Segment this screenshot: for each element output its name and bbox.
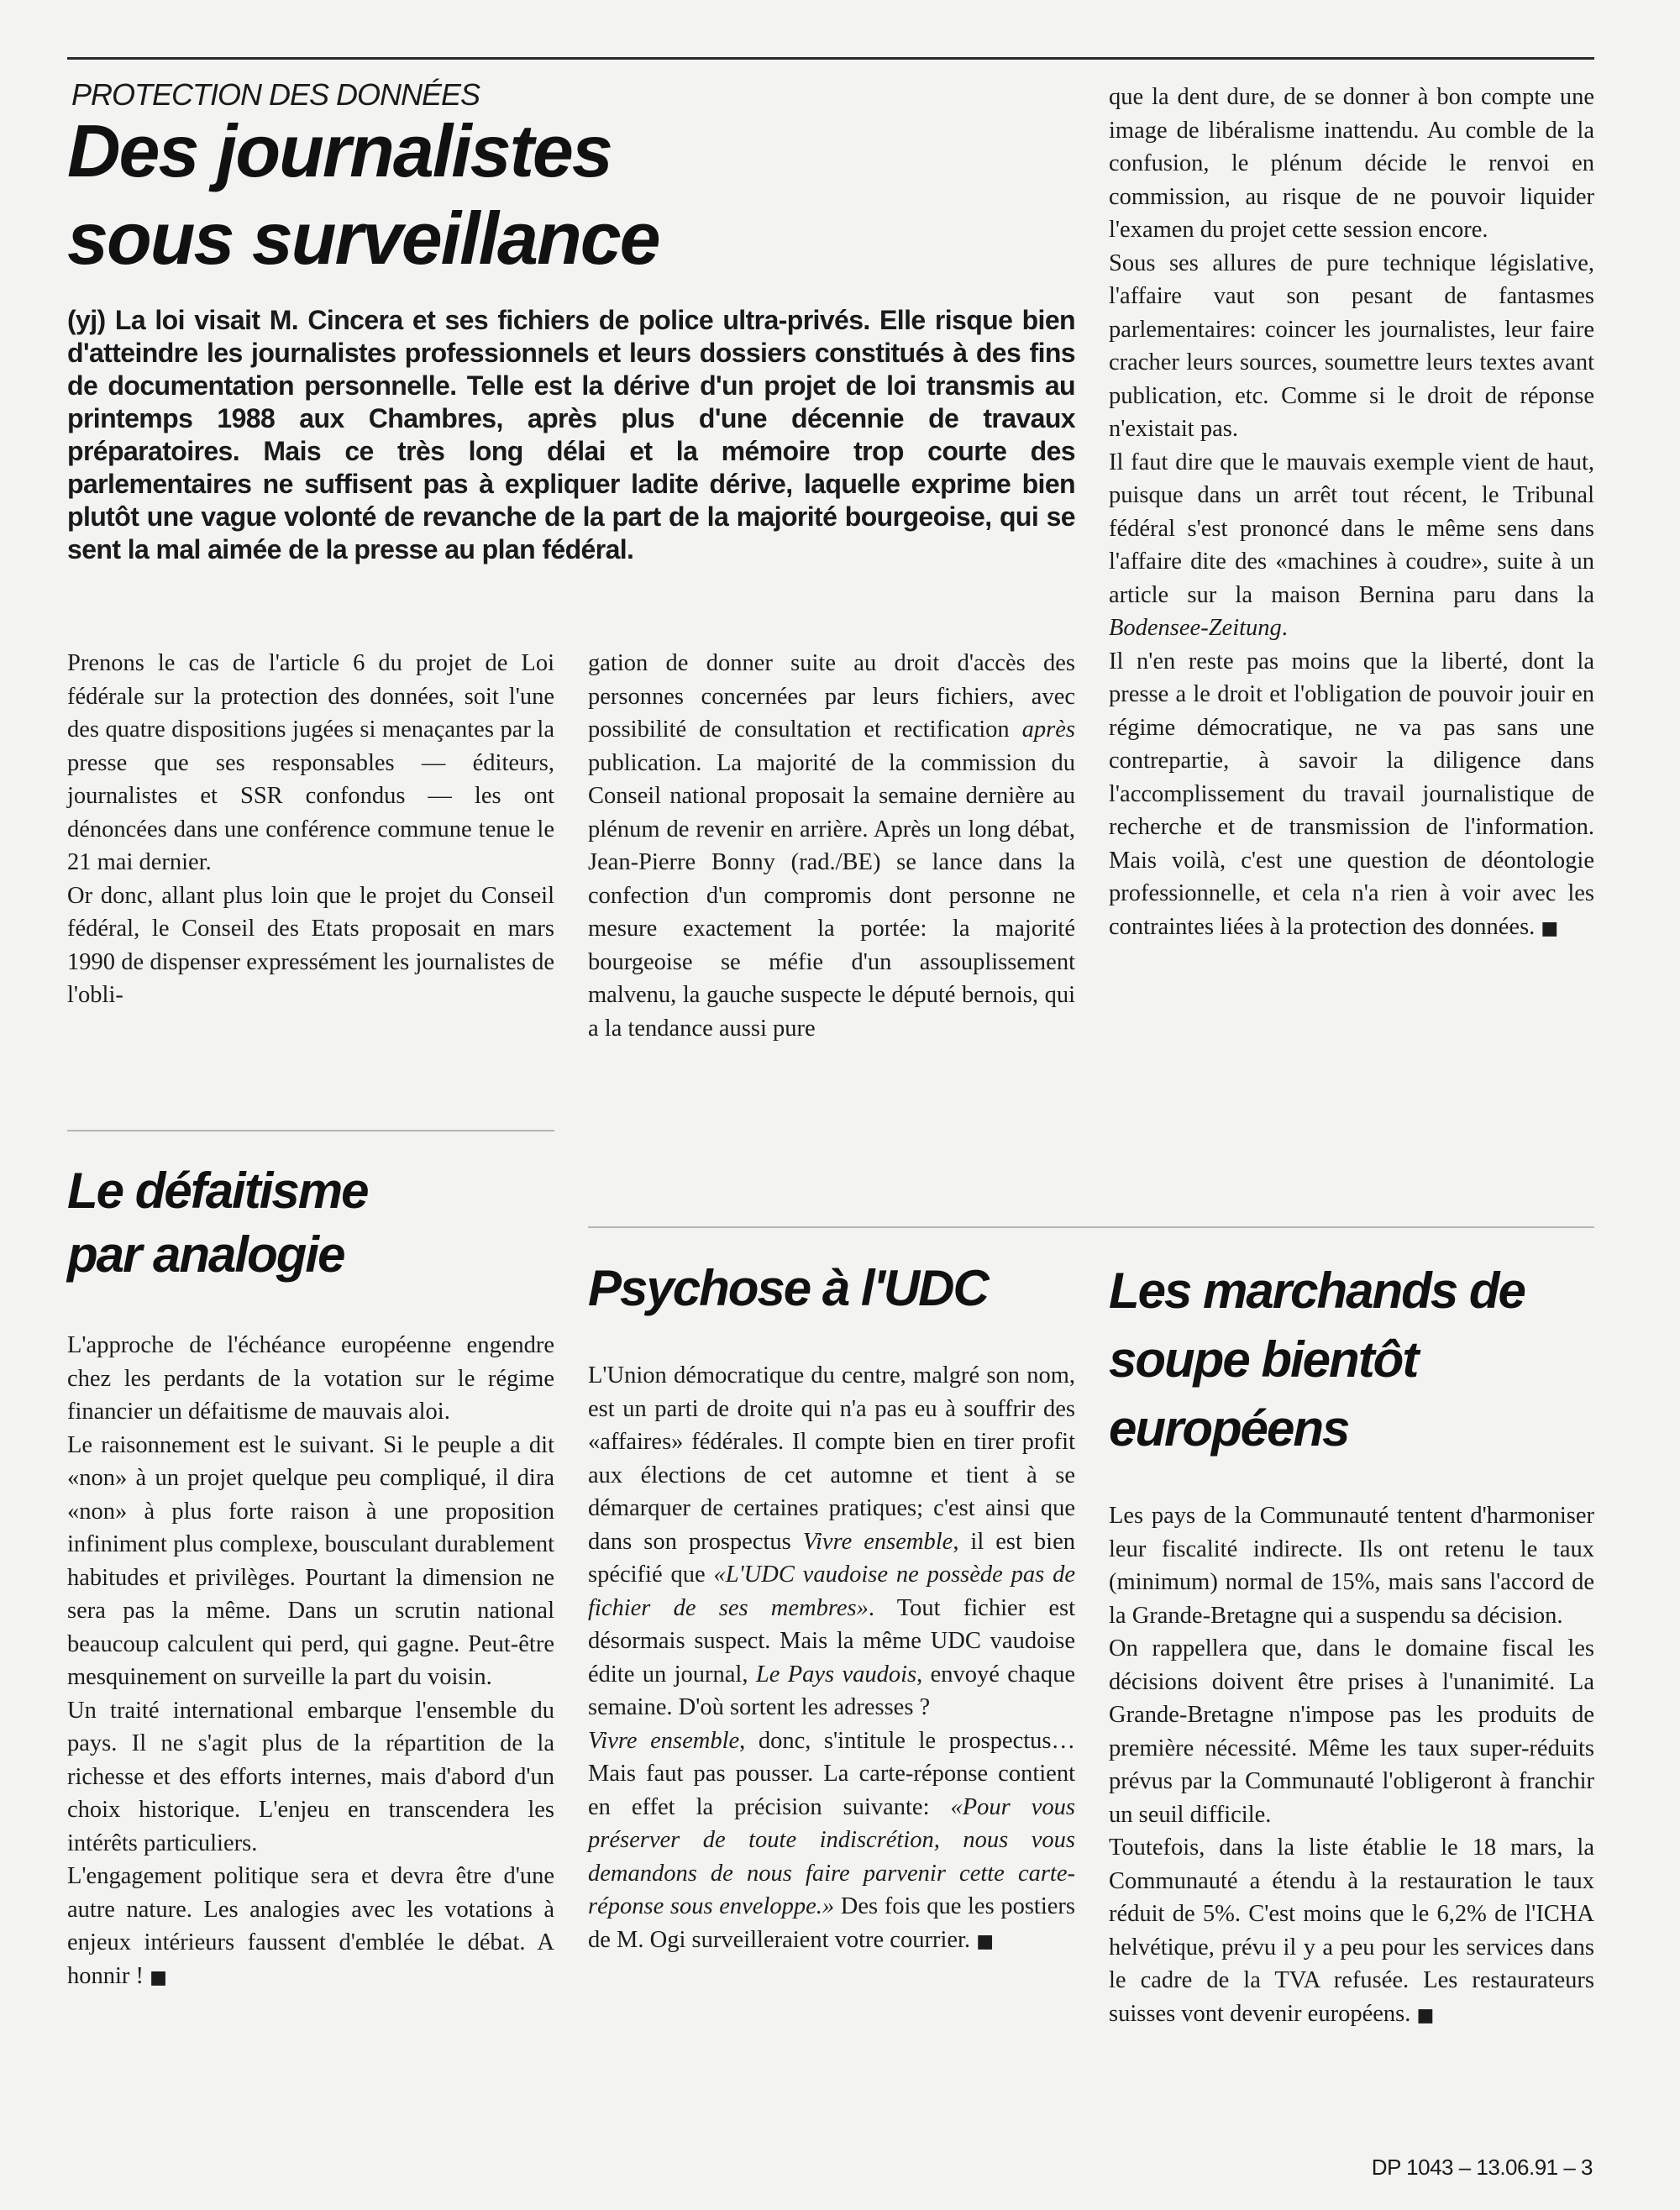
end-mark-icon: ■: [150, 1966, 167, 1988]
surveillance-column-3: [1109, 81, 1594, 945]
defaitisme-column: [67, 1329, 554, 1994]
headline-line: sous surveillance: [67, 197, 659, 280]
divider-right: [588, 1226, 1594, 1228]
paragraph: Il faut dire que le mauvais exemple vient de haut, puisque dans un arrêt tout récent, le Tribunal fédéral s'est prononcé dans le même sens dans l'affaire dite des «machines à coudre», suite à un article sur la maison Bernina paru dans la Bodensee-Zeitung.: [1109, 449, 1594, 641]
udc-column: [588, 1359, 1075, 1958]
headline-line: Le défaitisme: [67, 1163, 368, 1219]
divider-left: [67, 1130, 554, 1131]
paragraph: Les pays de la Communauté tentent d'harmoniser leur fiscalité indirecte. Ils ont retenu le taux (minimum) normal de 15%, mais sans l'accord de la Grande-Bretagne qui a suspendu sa décision.: [1109, 1503, 1594, 1629]
paragraph: L'Union démocratique du centre, malgré son nom, est un parti de droite qui n'a pas eu à souffrir des «affaires» fédérales. Il compte bien en tirer profit aux élections de cet automne et tient à se démarquer de certaines pratiques; c'est ainsi que dans son prospectus Vivre ensemble, il est bien spécifié que «L'UDC vaudoise ne possède pas de fichier de ses membres». Tout fichier est désormais suspect. Mais la même UDC vaudoise édite un journal, Le Pays vaudois, envoyé chaque semaine. D'où sortent les adresses ?: [588, 1362, 1075, 1720]
paragraph: Un traité international embarque l'ensemble du pays. Il ne s'agit plus de la répartition de la richesse et des efforts internes, mais d'abord d'un choix historique. L'enjeu en transcendera les intérêts particuliers.: [67, 1697, 554, 1856]
headline-line: par analogie: [67, 1226, 344, 1283]
headline-line: soupe bientôt: [1109, 1331, 1418, 1388]
end-mark-icon: ■: [976, 1930, 994, 1952]
headline-line: Psychose à l'UDC: [588, 1260, 988, 1316]
headline-defaitisme: [67, 1159, 367, 1287]
headline-marchands: [1109, 1257, 1525, 1463]
surveillance-column-2: [588, 647, 1075, 1045]
paragraph: que la dent dure, de se donner à bon compte une image de libéralisme inattendu. Au comble de la confusion, le plénum décide le renvoi en commission, au risque de ne pouvoir liquider l'examen du projet cette session encore.: [1109, 84, 1594, 243]
paragraph: Le raisonnement est le suivant. Si le peuple a dit «non» à un projet quelque peu compliqué, il dira «non» à plus forte raison à une proposition infiniment plus complexe, bousculant durablement habitudes et privilèges. Pourtant la dimension ne sera pas la même. Dans un scrutin national beaucoup calculent qui perd, qui gagne. Peut-être mesquinement on surveille la part du voisin.: [67, 1431, 554, 1690]
paragraph: L'approche de l'échéance européenne engendre chez les perdants de la votation sur le régime financier un défaitisme de mauvais aloi.: [67, 1332, 554, 1425]
top-rule: [67, 57, 1594, 60]
headline-line: Les marchands de: [1109, 1262, 1525, 1319]
paragraph: Prenons le cas de l'article 6 du projet de Loi fédérale sur la protection des données, soit l'une des quatre dispositions jugées si menaçantes par la presse que ses responsables — éditeurs, journalistes et SSR confondus — les ont dénoncées dans une conférence commune tenue le 21 mai dernier.: [67, 650, 554, 875]
surveillance-column-1: [67, 647, 554, 1012]
paragraph: Toutefois, dans la liste établie le 18 mars, la Communauté a étendu à la restauration le taux réduit de 5%. C'est moins que le 6,2% de l'ICHA helvétique, prévu il y a peu pour les services dans le cadre de la TVA refusée. Les restaurateurs suisses vont devenir européens. ■: [1109, 1835, 1594, 2027]
paragraph: gation de donner suite au droit d'accès des personnes concernées par leurs fichiers, avec possibilité de consultation et rectification après publication. La majorité de la commission du Conseil national proposait la semaine dernière au plénum de revenir en arrière. Après un long débat, Jean-Pierre Bonny (rad./BE) se lance dans la confection d'un compromis dont personne ne mesure exactement la portée: la majorité bourgeoise se méfie d'un assouplissement malvenu, la gauche suspecte le député bernois, qui a la tendance aussi pure: [588, 650, 1075, 1042]
paragraph: Sous ses allures de pure technique législative, l'affaire vaut son pesant de fantasmes parlementaires: coincer les journalistes, leur faire cracher leurs sources, soumettre leurs textes avant publication, etc. Comme si le droit de réponse n'existait pas.: [1109, 249, 1594, 442]
paragraph: Or donc, allant plus loin que le projet du Conseil fédéral, le Conseil des Etats proposait en mars 1990 de dispenser expressément les journalistes de l'obli-: [67, 882, 554, 1008]
paragraph: On rappellera que, dans le domaine fiscal les décisions doivent être prises à l'unanimité. La Grande-Bretagne n'impose pas les produits de première nécessité. Même les taux super-réduits prévus par la Communauté l'obligeront à franchir un seuil difficile.: [1109, 1635, 1594, 1828]
lead-paragraph: (yj) La loi visait M. Cincera et ses fichiers de police ultra-privés. Elle risque bien d'atteindre les journalistes professionnels et leurs dossiers constitués à des fins de documentation personnelle. Telle est la dérive d'un projet de loi transmis au printemps 1988 aux Chambres, après plus d'une décennie de travaux préparatoires. Mais ce très long délai et la mémoire trop courte des parlementaires ne suffisent pas à expliquer ladite dérive, laquelle exprime bien plutôt une vague volonté de revanche de la part de la majorité bourgeoise, qui se sent la mal aimée de la presse au plan fédéral.: [67, 305, 1075, 564]
headline-udc: [588, 1257, 988, 1320]
end-mark-icon: ■: [1416, 2004, 1435, 2026]
page-folio: DP 1043 – 13.06.91 – 3: [1371, 2155, 1593, 2180]
marchands-column: [1109, 1499, 1594, 2032]
end-mark-icon: ■: [1541, 917, 1559, 939]
headline-line: européens: [1109, 1400, 1349, 1457]
headline-surveillance: [67, 108, 659, 282]
paragraph: L'engagement politique sera et devra être d'une autre nature. Les analogies avec les votations à enjeux intérieurs faussent d'emblée le débat. A honnir ! ■: [67, 1863, 554, 1989]
paragraph: Vivre ensemble, donc, s'intitule le prospectus… Mais faut pas pousser. La carte-réponse contient en effet la précision suivante: «Pour vous préserver de toute indiscrétion, nous vous demandons de nous faire parvenir cette carte-réponse sous enveloppe.» Des fois que les postiers de M. Ogi surveilleraient votre courrier. ■: [588, 1727, 1076, 1953]
paragraph: Il n'en reste pas moins que la liberté, dont la presse a le droit et l'obligation de pouvoir jouir en régime démocratique, ne va pas sans une contrepartie, à savoir la diligence dans l'accomplissement du travail journalistique de recherche et de transmission de l'information. Mais voilà, c'est une question de déontologie professionnelle, et cela n'a rien à voir avec les contraintes liées à la protection des données. ■: [1109, 648, 1594, 940]
section-kicker: PROTECTION DES DONNÉES: [71, 77, 480, 112]
headline-line: Des journalistes: [67, 109, 612, 192]
